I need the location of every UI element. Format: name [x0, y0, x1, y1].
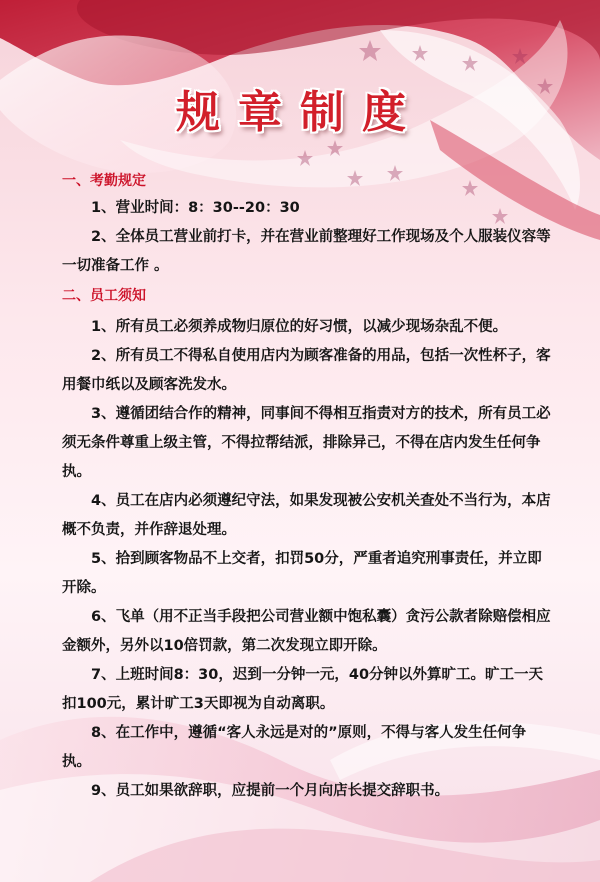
list-item: 2、全体员工营业前打卡，并在营业前整理好工作现场及个人服装仪容等一切准备工作 。: [62, 229, 551, 274]
list-item: 8、在工作中，遵循“客人永远是对的”原则，不得与客人发生任何争执。: [62, 725, 527, 770]
list-item: 6、飞单（用不正当手段把公司营业额中饱私囊）贪污公款者除赔偿相应金额外，另外以10倍罚款，第二次发现立即开除。: [62, 609, 551, 654]
list-item: 1、营业时间：8：30--20：30: [91, 200, 300, 216]
section-heading-attendance: 一、考勤规定: [62, 173, 146, 189]
list-item: 7、上班时间8：30，迟到一分钟一元，40分钟以外算旷工。旷工一天扣100元，累计旷工3天即视为自动离职。: [62, 667, 544, 712]
list-item: 2、所有员工不得私自使用店内为顾客准备的用品，包括一次性杯子，客用餐巾纸以及顾客洗发水。: [62, 348, 551, 393]
list-item: 3、遵循团结合作的精神，同事间不得相互指责对方的技术，所有员工必须无条件尊重上级主管，不得拉帮结派，排除异己，不得在店内发生任何争执。: [62, 406, 551, 480]
page-title: 规章制度: [176, 87, 424, 138]
list-item: 1、所有员工必须养成物归原位的好习惯，以减少现场杂乱不便。: [91, 319, 508, 335]
rules-content: [62, 170, 554, 806]
section-heading-staff-notice: 二、员工须知: [62, 288, 146, 304]
list-item: 4、员工在店内必须遵纪守法，如果发现被公安机关查处不当行为，本店概不负责，并作辞退处理。: [62, 493, 551, 538]
list-item: 5、拾到顾客物品不上交者，扣罚50分，严重者追究刑事责任，并立即开除。: [62, 551, 542, 596]
list-item: 9、员工如果欲辞职，应提前一个月向店长提交辞职书。: [91, 783, 450, 799]
